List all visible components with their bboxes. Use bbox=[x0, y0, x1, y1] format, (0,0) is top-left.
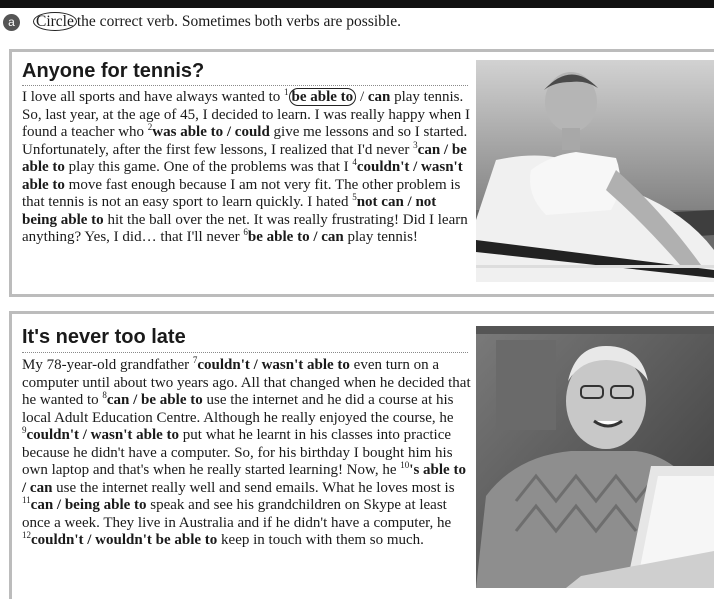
passage-text bbox=[22, 357, 472, 550]
verb-choice[interactable]: be able to / can bbox=[247, 229, 344, 245]
gap-number: 9 bbox=[22, 425, 27, 435]
passage-fragment: even turn on a computer until about two years ago. All that changed when he decided that he wanted to bbox=[22, 357, 471, 408]
verb-choice[interactable]: can / being able to bbox=[30, 497, 147, 513]
gap-number: 12 bbox=[22, 530, 31, 540]
verb-choice[interactable]: couldn't / wouldn't be able to bbox=[31, 532, 218, 548]
gap-number: 5 bbox=[352, 192, 357, 202]
verb-option[interactable]: can bbox=[367, 89, 391, 105]
panel-title: It's never too late bbox=[22, 326, 186, 348]
panel-title: Anyone for tennis? bbox=[22, 60, 205, 82]
gap-number: 6 bbox=[243, 227, 248, 237]
passage-fragment: give me lessons and so I started. Unfortunately, after the first few lessons, I realized that I'd never bbox=[22, 124, 468, 158]
passage-fragment: play tennis. So, last year, at the age of 45, I decided to learn. I was really happy when I found a teacher who bbox=[22, 89, 470, 140]
instruction-text bbox=[33, 8, 401, 36]
verb-choice[interactable]: can / be able to bbox=[22, 141, 467, 175]
passage-fragment: I love all sports and have always wanted to bbox=[22, 89, 285, 105]
verb-choice[interactable]: can / be able to bbox=[106, 392, 203, 408]
passage-fragment: use the internet really well and send emails. What he loves most is bbox=[52, 479, 455, 496]
gap-number: 7 bbox=[192, 355, 198, 365]
passage-fragment: move fast enough because I am not very fit. The other problem is that tennis is not an easy sport to learn quickly. I hated bbox=[22, 176, 461, 210]
passage-fragment: play this game. One of the problems was that I bbox=[64, 159, 353, 175]
verb-choice[interactable]: not can / not being able to bbox=[22, 194, 437, 228]
verb-choice[interactable]: couldn't / wasn't able to bbox=[22, 159, 463, 193]
gap-number: 10 bbox=[400, 460, 410, 470]
passage-fragment: use the internet and he did a course at his local Adult Education Centre. Although he really enjoyed the course, he bbox=[22, 392, 454, 426]
verb-option-circled[interactable]: be able to bbox=[289, 88, 357, 106]
passage-fragment: My 78-year-old grandfather bbox=[22, 357, 193, 373]
passage-fragment: hit the ball over the net. It was really frustrating! Did I learn anything? Yes, I did… that I'll never bbox=[22, 211, 468, 245]
instruction-rest: the correct verb. Sometimes both verbs are possible. bbox=[76, 13, 401, 30]
dotted-divider bbox=[22, 85, 468, 86]
verb-choice[interactable]: was able to / could bbox=[152, 124, 270, 140]
gap-number: 3 bbox=[413, 139, 418, 150]
exercise-instruction bbox=[0, 8, 714, 40]
gap-number: 8 bbox=[102, 390, 107, 400]
passage-fragment: put what he learnt in his classes into practice because he didn't have a computer. So, for his birthday I bought him his own laptop and that's when he really started learning! Now, he bbox=[22, 427, 453, 478]
passage-fragment: keep in touch with them so much. bbox=[217, 532, 424, 548]
passage-fragment: speak and see his grandchildren on Skype at least once a week. They live in Australia and if he didn't have a computer, he bbox=[22, 497, 452, 531]
exercise-badge: a bbox=[3, 14, 20, 31]
option-separator: / bbox=[356, 89, 368, 105]
gap-number: 1 bbox=[284, 87, 289, 97]
gap-number: 4 bbox=[352, 157, 357, 167]
dotted-divider bbox=[22, 352, 468, 353]
tennis-player-photo bbox=[476, 60, 714, 282]
text-panel-tennis bbox=[9, 49, 714, 297]
verb-choice[interactable]: couldn't / wasn't able to bbox=[197, 357, 350, 373]
passage-text bbox=[22, 89, 472, 247]
passage-fragment: play tennis! bbox=[343, 229, 418, 245]
gap-number: 2 bbox=[147, 122, 153, 132]
verb-choice[interactable]: couldn't / wasn't able to bbox=[26, 427, 180, 443]
gap-number: 11 bbox=[22, 495, 31, 505]
grandfather-laptop-photo bbox=[476, 326, 714, 588]
circled-example-word: Circle bbox=[33, 12, 77, 31]
text-panel-grandfather bbox=[9, 311, 714, 599]
verb-choice[interactable]: 's able to / can bbox=[22, 462, 466, 496]
top-border-bar bbox=[0, 0, 714, 8]
